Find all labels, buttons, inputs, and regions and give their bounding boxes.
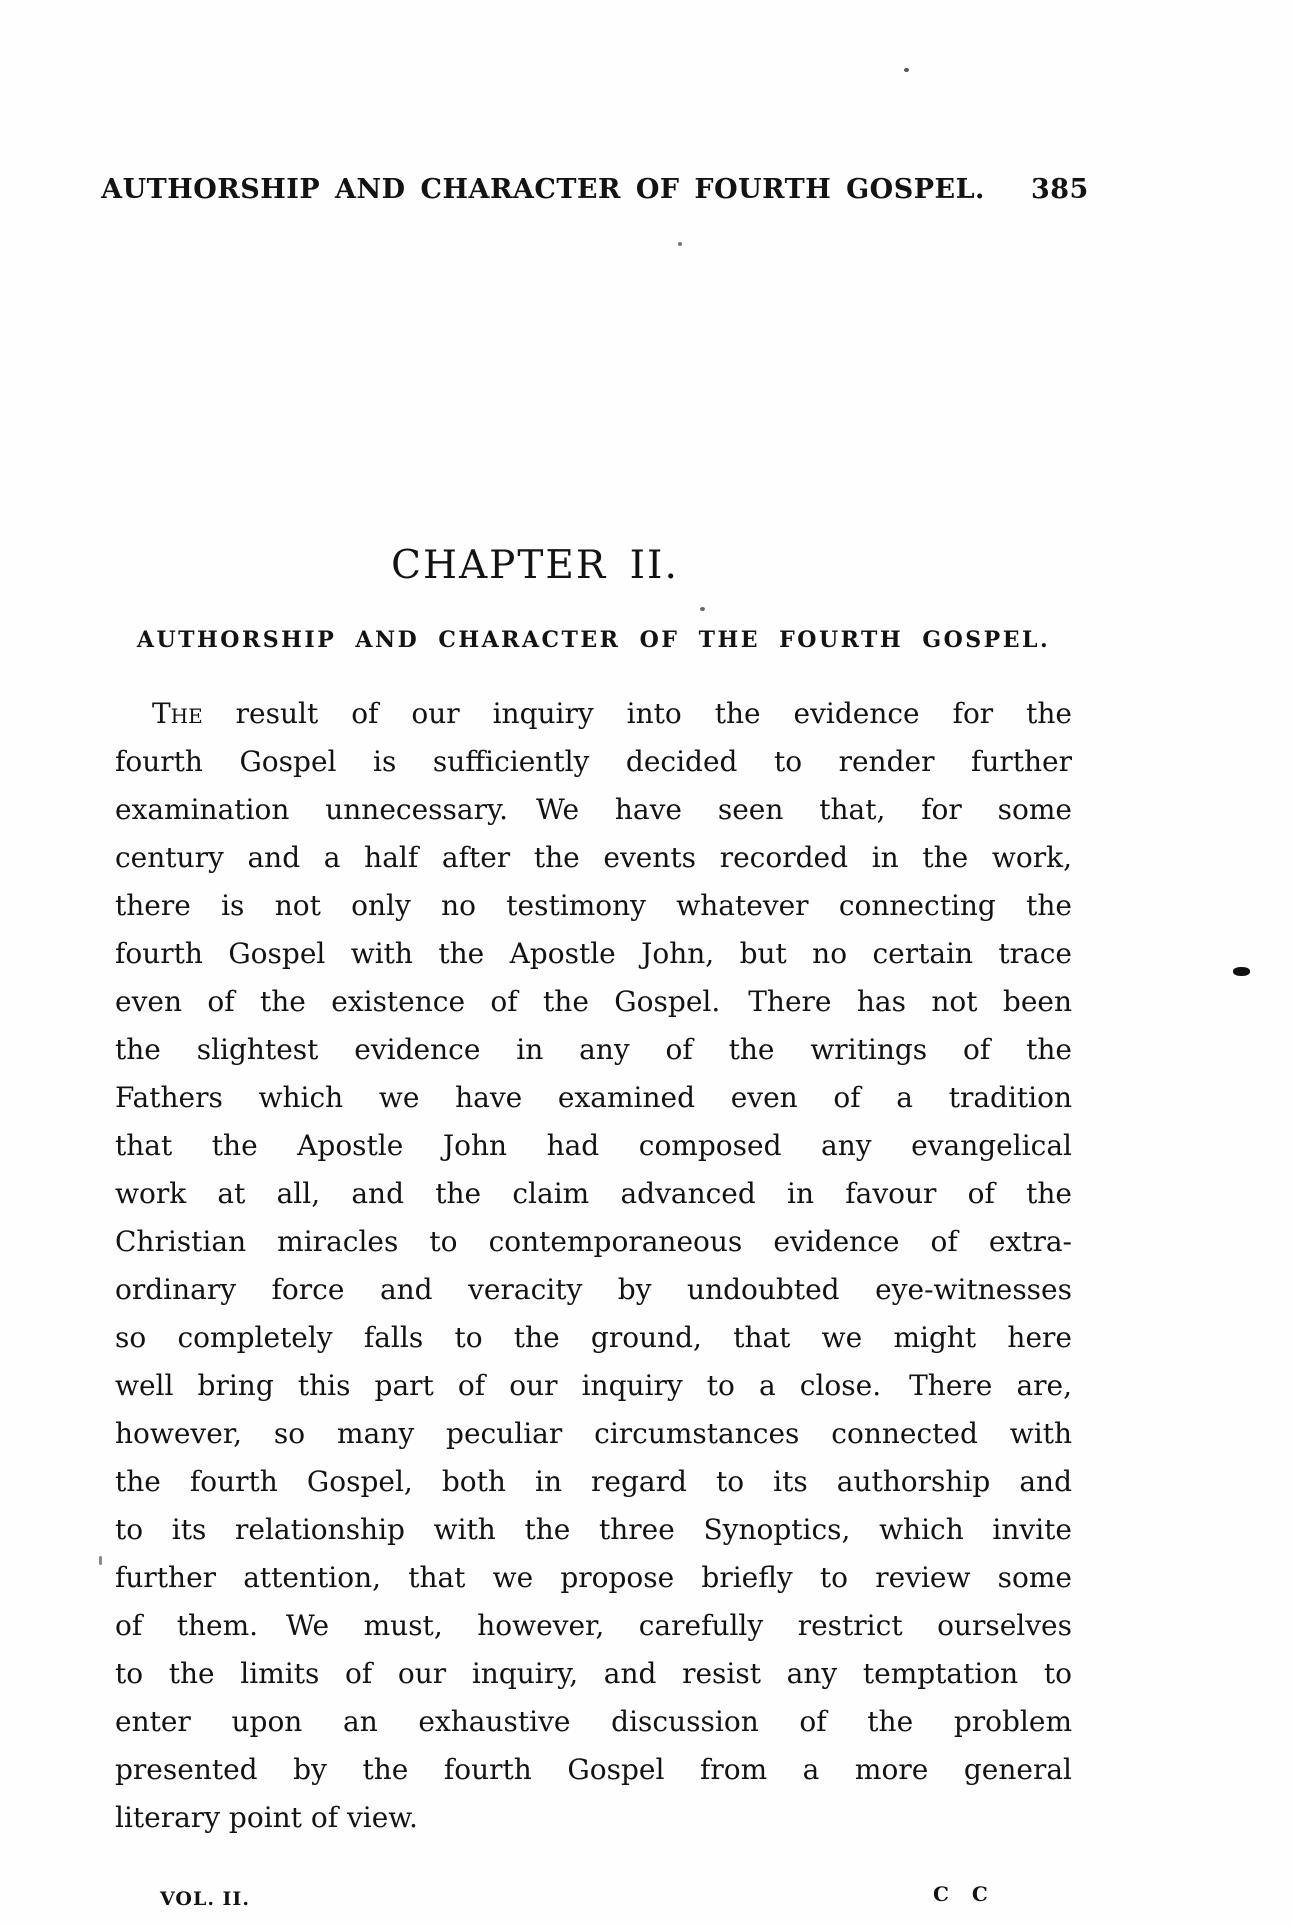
scan-artifact: [700, 607, 705, 611]
body-line: the slightest evidence in any of the writings of the: [115, 1033, 1072, 1066]
body-line: [115, 690, 1072, 738]
body-line: well bring this part of our inquiry to a close. There are,: [115, 1369, 1072, 1402]
body-line: ordinary force and veracity by undoubted eye-witnesses: [115, 1273, 1072, 1306]
scan-artifact: [99, 1556, 102, 1565]
body-line: work at all, and the claim advanced in favour of the: [115, 1177, 1072, 1210]
body-line: there is not only no testimony whatever connecting the: [115, 889, 1072, 922]
body-line: to its relationship with the three Synoptics, which invite: [115, 1513, 1072, 1546]
body-line: the fourth Gospel, both in regard to its authorship and: [115, 1465, 1072, 1498]
running-head-title: AUTHORSHIP AND CHARACTER OF FOURTH GOSPEL.: [101, 174, 985, 205]
body-line: Fathers which we have examined even of a tradition: [115, 1081, 1072, 1114]
page-number: 385: [1030, 174, 1089, 205]
scan-artifact: [904, 68, 909, 72]
body-line: literary point of view.: [115, 1801, 418, 1834]
running-head: [100, 174, 1090, 205]
body-line: even of the existence of the Gospel. There has not been: [115, 985, 1072, 1018]
lead-word: The: [152, 697, 203, 730]
body-line: of them. We must, however, carefully restrict ourselves: [115, 1609, 1072, 1642]
body-line: examination unnecessary. We have seen that, for some: [115, 793, 1072, 826]
chapter-heading: CHAPTER II.: [391, 543, 679, 588]
body-line: so completely falls to the ground, that we might here: [115, 1321, 1072, 1354]
body-line: fourth Gospel is sufficiently decided to render further: [115, 745, 1072, 778]
body-paragraph: [115, 690, 1072, 1842]
body-line: further attention, that we propose briefly to review some: [115, 1561, 1072, 1594]
body-line: enter upon an exhaustive discussion of the problem: [115, 1705, 1072, 1738]
body-line: however, so many peculiar circumstances connected with: [115, 1417, 1072, 1450]
volume-label: VOL. II.: [160, 1888, 250, 1910]
printer-signature: C C: [933, 1882, 988, 1906]
body-line: that the Apostle John had composed any evangelical: [115, 1129, 1072, 1162]
body-line-text: result of our inquiry into the evidence for the: [235, 697, 1072, 730]
body-line: to the limits of our inquiry, and resist any temptation to: [115, 1657, 1072, 1690]
body-line: century and a half after the events recorded in the work,: [115, 841, 1072, 874]
scan-artifact: [678, 242, 682, 246]
body-line: presented by the fourth Gospel from a more general: [115, 1753, 1072, 1786]
body-line: Christian miracles to contemporaneous evidence of extra-: [115, 1225, 1072, 1258]
scan-artifact: [1233, 967, 1250, 976]
chapter-subtitle: AUTHORSHIP AND CHARACTER OF THE FOURTH GOSPEL.: [136, 627, 1051, 653]
body-line: fourth Gospel with the Apostle John, but no certain trace: [115, 937, 1072, 970]
